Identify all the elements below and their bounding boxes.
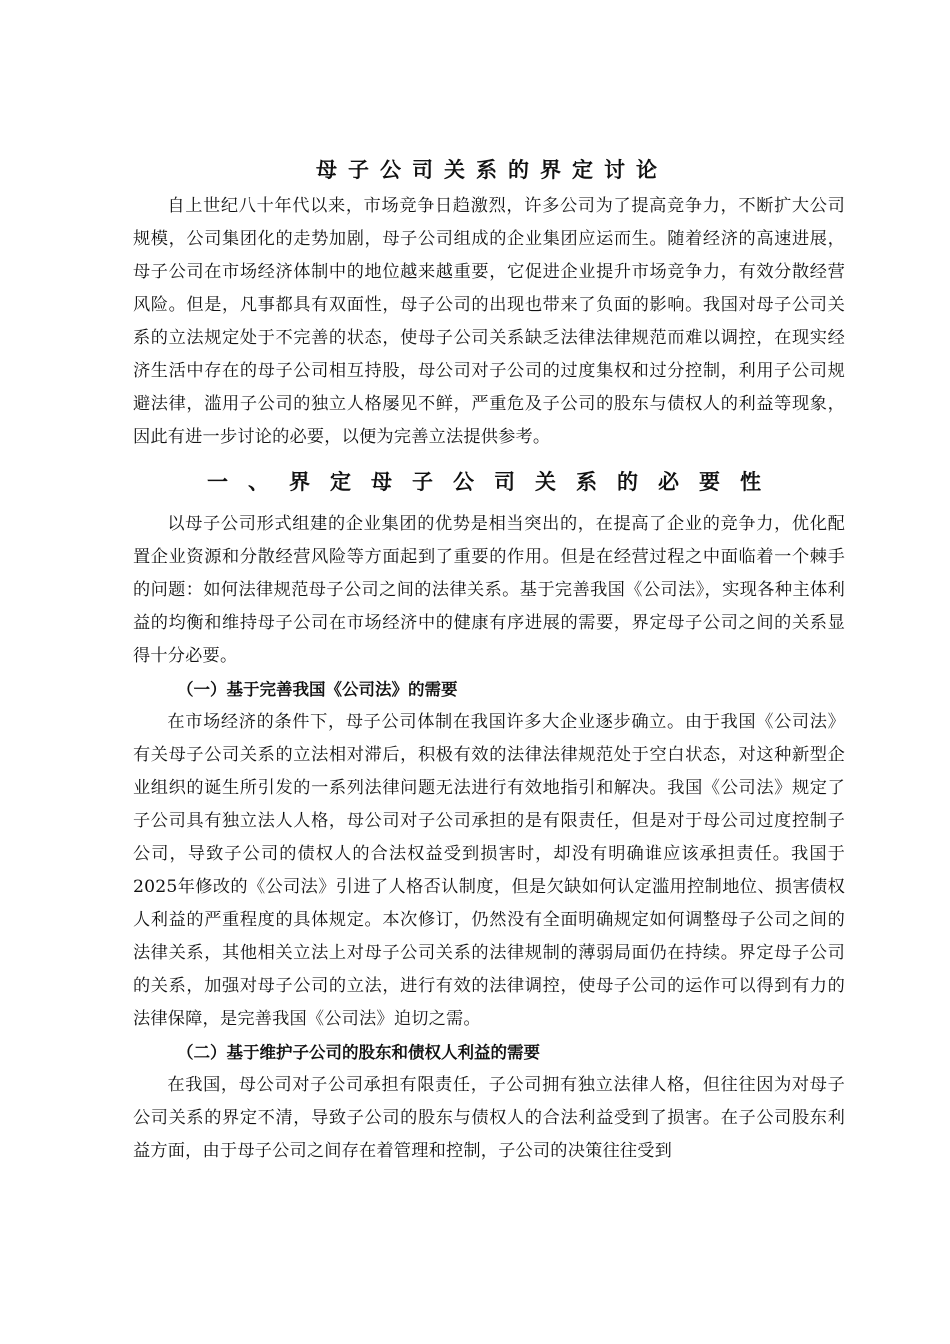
document-body — [133, 150, 845, 1168]
section-1-intro-paragraph: 以母子公司形式组建的企业集团的优势是相当突出的，在提高了企业的竞争力，优化配置企业资源和分散经营风险等方面起到了重要的作用。但是在经营过程之中面临着一个棘手的问题：如何法律规范母子公司之间的法律关系。基于完善我国《公司法》，实现各种主体利益的均衡和维持母子公司在市场经济中的健康有序进展的需要，界定母子公司之间的关系显得十分必要。 — [133, 514, 845, 666]
subsection-2-paragraph: 在我国，母公司对子公司承担有限责任，子公司拥有独立法律人格，但往往因为对母子公司关系的界定不清，导致子公司的股东与债权人的合法利益受到了损害。在子公司股东利益方面，由于母子公司之间存在着管理和控制，子公司的决策往往受到 — [133, 1075, 845, 1161]
subsection-1-paragraph: 在市场经济的条件下，母子公司体制在我国许多大企业逐步确立。由于我国《公司法》有关母子公司关系的立法相对滞后，积极有效的法律法律规范处于空白状态，对这种新型企业组织的诞生所引发的一系列法律问题无法进行有效地指引和解决。我国《公司法》规定了子公司具有独立法人人格，母公司对子公司承担的是有限责任，但是对于母公司过度控制子公司，导致子公司的债权人的合法权益受到损害时，却没有明确谁应该承担责任。我国于2025年修改的《公司法》引进了人格否认制度，但是欠缺如何认定滥用控制地位、损害债权人利益的严重程度的具体规定。本次修订，仍然没有全面明确规定如何调整母子公司之间的法律关系，其他相关立法上对母子公司关系的法律规制的薄弱局面仍在持续。界定母子公司的关系，加强对母子公司的立法，进行有效的法律调控，使母子公司的运作可以得到有力的法律保障，是完善我国《公司法》迫切之需。 — [133, 712, 845, 1029]
document-title: 母子公司关系的界定讨论 — [316, 158, 668, 182]
subsection-2-heading: （二）基于维护子公司的股东和债权人利益的需要 — [177, 1043, 540, 1062]
intro-paragraph: 自上世纪八十年代以来，市场竞争日趋激烈，许多公司为了提高竞争力，不断扩大公司规模，公司集团化的走势加剧，母子公司组成的企业集团应运而生。随着经济的高速进展，母子公司在市场经济体制中的地位越来越重要，它促进企业提升市场竞争力，有效分散经营风险。但是，凡事都具有双面性，母子公司的出现也带来了负面的影响。我国对母子公司关系的立法规定处于不完善的状态，使母子公司关系缺乏法律法律规范而难以调控，在现实经济生活中存在的母子公司相互持股，母公司对子公司的过度集权和过分控制，利用子公司规避法律，滥用子公司的独立人格屡见不鲜，严重危及子公司的股东与债权人的利益等现象，因此有进一步讨论的必要，以便为完善立法提供参考。 — [133, 196, 845, 447]
subsection-1-heading: （一）基于完善我国《公司法》的需要 — [177, 680, 458, 699]
section-1-heading: 一、界定母子公司关系的必要性 — [207, 470, 781, 494]
